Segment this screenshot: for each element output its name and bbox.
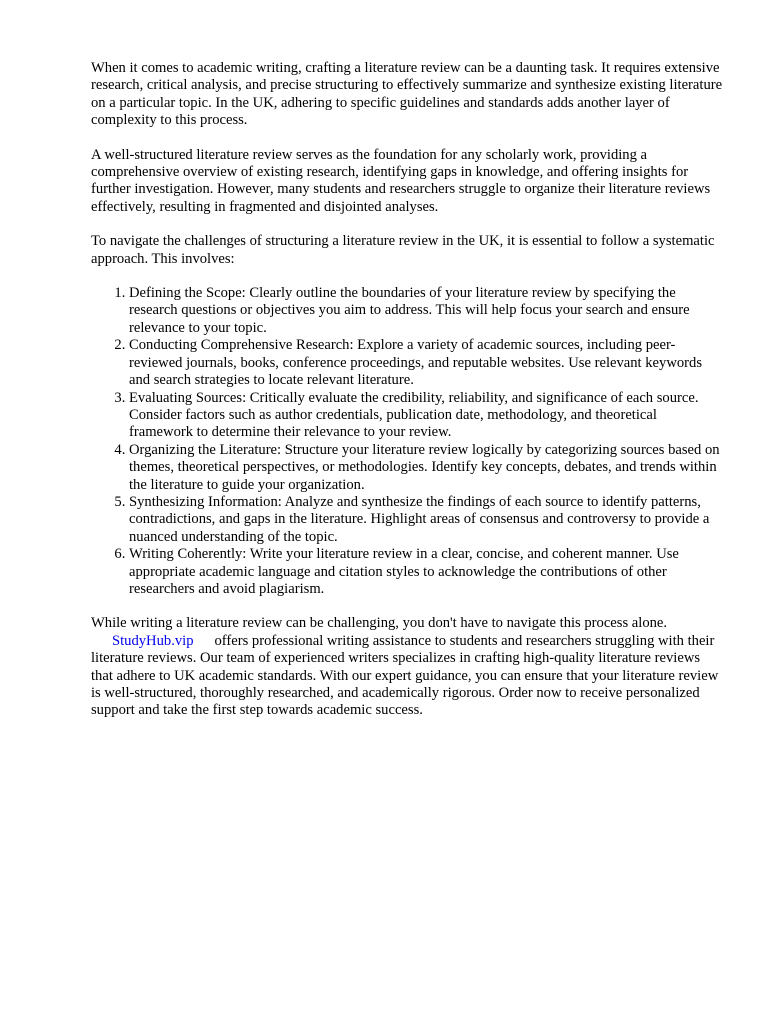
foundation-paragraph: A well-structured literature review serves as the foundation for any scholarly work, providing a comprehensive overview of existing research, identifying gaps in knowledge, and offering insights for further investigation. However, many students and researchers struggle to organize their literature reviews effectively, resulting in fragmented and disjointed analyses. [91, 146, 711, 215]
document-body [91, 60, 723, 737]
list-item: 1. Defining the Scope: Clearly outline the boundaries of your literature review by specifying the research questions or objectives you aim to address. This will help focus your search and ensure relevance to your topic. [129, 285, 723, 337]
approach-paragraph: To navigate the challenges of structuring a literature review in the UK, it is essential to follow a systematic approach. This involves: [91, 233, 715, 267]
list-item: 3. Evaluating Sources: Critically evaluate the credibility, reliability, and significance of each source. Consider factors such as author credentials, publication date, methodology, and theoretical framework to determine their relevance to your review. [129, 390, 723, 442]
steps-list [91, 285, 723, 598]
intro-paragraph: When it comes to academic writing, crafting a literature review can be a daunting task. It requires extensive research, critical analysis, and precise structuring to effectively summarize and synthesize existing literature on a particular topic. In the UK, adhering to specific guidelines and standards adds another layer of complexity to this process. [91, 60, 723, 129]
list-item: 2. Conducting Comprehensive Research: Explore a variety of academic sources, including peer-reviewed journals, books, conference proceedings, and reputable websites. Use relevant keywords and search strategies to locate relevant literature. [129, 337, 723, 389]
closing-paragraph [91, 615, 723, 719]
studyhub-link[interactable]: StudyHub.vip [112, 632, 194, 649]
list-item: 5. Synthesizing Information: Analyze and synthesize the findings of each source to identify patterns, contradictions, and gaps in the literature. Highlight areas of consensus and controversy to provide a nuanced understanding of the topic. [129, 494, 723, 546]
list-item: 4. Organizing the Literature: Structure your literature review logically by categorizing sources based on themes, theoretical perspectives, or methodologies. Identify key concepts, debates, and trends within the literature to guide your organization. [129, 442, 723, 494]
closing-text-end: offers professional writing assistance to students and researchers struggling with their literature reviews. Our team of experienced writers specializes in crafting high-quality literature reviews that adhere to UK academic standards. With our expert guidance, you can ensure that your literature review is well-structured, thoroughly researched, and academically rigorous. Order now to receive personalized support and take the first step towards academic success. [91, 632, 719, 719]
list-item: 6. Writing Coherently: Write your literature review in a clear, concise, and coherent manner. Use appropriate academic language and citation styles to acknowledge the contributions of other researchers and avoid plagiarism. [129, 546, 723, 598]
closing-text-start: While writing a literature review can be challenging, you don't have to navigate this process alone. [91, 615, 668, 632]
